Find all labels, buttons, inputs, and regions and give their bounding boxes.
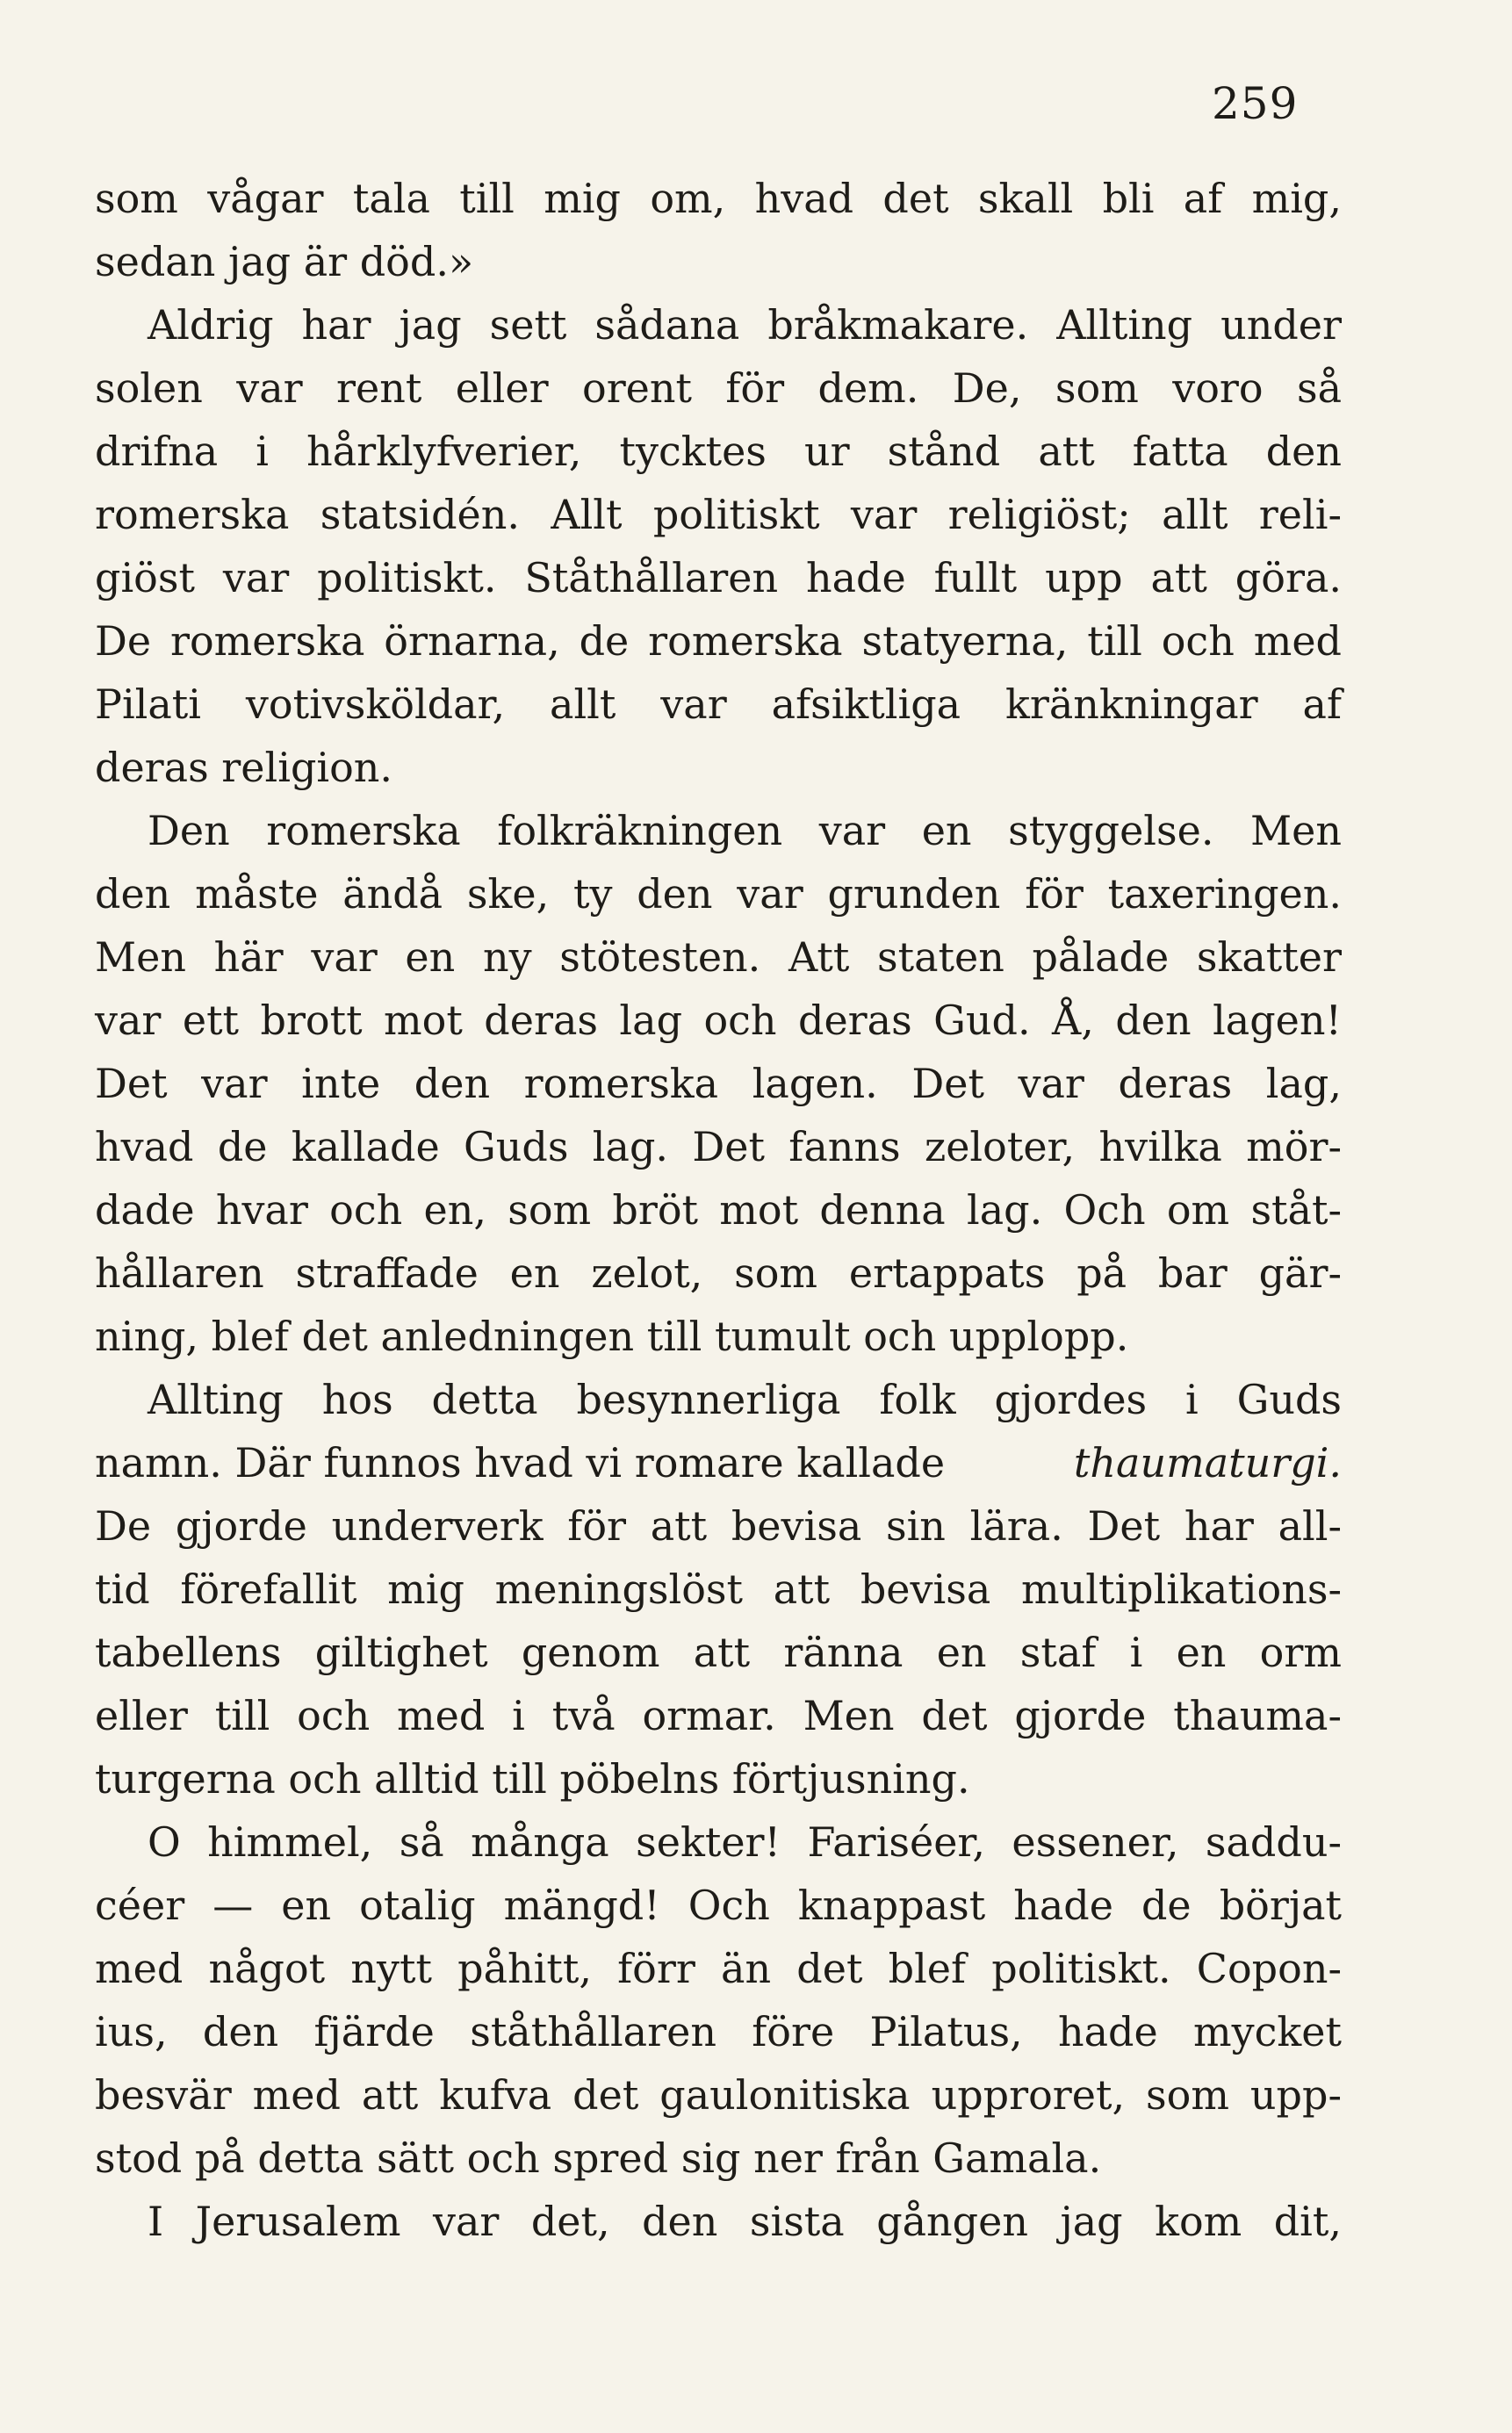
text-line-31: besvär med att kufva det gaulonitiska upproret, som upp-: [95, 2071, 1342, 2119]
text-line-3: Aldrig har jag sett sådana bråkmakare. Allting under: [148, 301, 1342, 349]
text-line-10: deras religion.: [95, 744, 393, 791]
text-line-18: hållaren straffade en zelot, som ertappats på bar gär-: [95, 1249, 1342, 1297]
text-line-11: Den romerska folkräkningen var en styggelse. Men: [148, 807, 1342, 854]
text-line-6: romerska statsidén. Allt politiskt var religiöst; allt reli-: [95, 491, 1342, 538]
text-line-21: [95, 1436, 1342, 1489]
text-line-5: drifna i hårklyfverier, tycktes ur stånd att fatta den: [95, 428, 1342, 475]
text-line-28: céer — en otalig mängd! Och knappast hade de börjat: [95, 1882, 1342, 1929]
text-line-17: dade hvar och en, som bröt mot denna lag. Och om ståt-: [95, 1186, 1342, 1234]
text-line-33: I Jerusalem var det, den sista gången jag kom dit,: [148, 2198, 1342, 2245]
text-line-12: den måste ändå ske, ty den var grunden för taxeringen.: [95, 870, 1342, 918]
text-line-29: med något nytt påhitt, förr än det blef politiskt. Copon-: [95, 1945, 1342, 1992]
text-line-30: ius, den fjärde ståthållaren före Pilatus, hade mycket: [95, 2008, 1342, 2055]
italic-term: thaumaturgi.: [1073, 1439, 1342, 1486]
text-line-8: De romerska örnarna, de romerska statyerna, till och med: [95, 617, 1342, 665]
text-line-19: ning, blef det anledningen till tumult och upplopp.: [95, 1313, 1129, 1360]
text-line-13: Men här var en ny stötesten. Att staten pålade skatter: [95, 933, 1342, 981]
text-line-16: hvad de kallade Guds lag. Det fanns zeloter, hvilka mör-: [95, 1123, 1342, 1170]
text-line-22: De gjorde underverk för att bevisa sin lära. Det har all-: [95, 1502, 1342, 1550]
text-line-27: O himmel, så många sekter! Fariséer, essener, saddu-: [148, 1818, 1342, 1866]
text-line-20: Allting hos detta besynnerliga folk gjordes i Guds: [148, 1376, 1342, 1423]
text-line-24: tabellens giltighet genom att ränna en staf i en orm: [95, 1629, 1342, 1676]
page-number: 259: [1212, 78, 1299, 129]
text-line-21-main: namn. Där funnos hvad vi romare kallade: [95, 1439, 946, 1486]
text-line-25: eller till och med i två ormar. Men det gjorde thauma-: [95, 1692, 1342, 1739]
text-line-32: stod på detta sätt och spred sig ner från Gamala.: [95, 2134, 1102, 2182]
text-line-1: som vågar tala till mig om, hvad det skall bli af mig,: [95, 175, 1342, 222]
text-line-26: turgerna och alltid till pöbelns förtjusning.: [95, 1755, 970, 1803]
text-line-14: var ett brott mot deras lag och deras Gud. Å, den lagen!: [95, 997, 1342, 1044]
text-line-9: Pilati votivsköldar, allt var afsiktliga kränkningar af: [95, 680, 1342, 728]
text-line-4: solen var rent eller orent för dem. De, som voro så: [95, 364, 1342, 412]
text-line-7: giöst var politiskt. Ståthållaren hade fullt upp att göra.: [95, 554, 1342, 601]
text-line-23: tid förefallit mig meningslöst att bevisa multiplikations-: [95, 1566, 1342, 1613]
text-line-15: Det var inte den romerska lagen. Det var deras lag,: [95, 1060, 1342, 1107]
text-line-2: sedan jag är död.»: [95, 238, 474, 285]
